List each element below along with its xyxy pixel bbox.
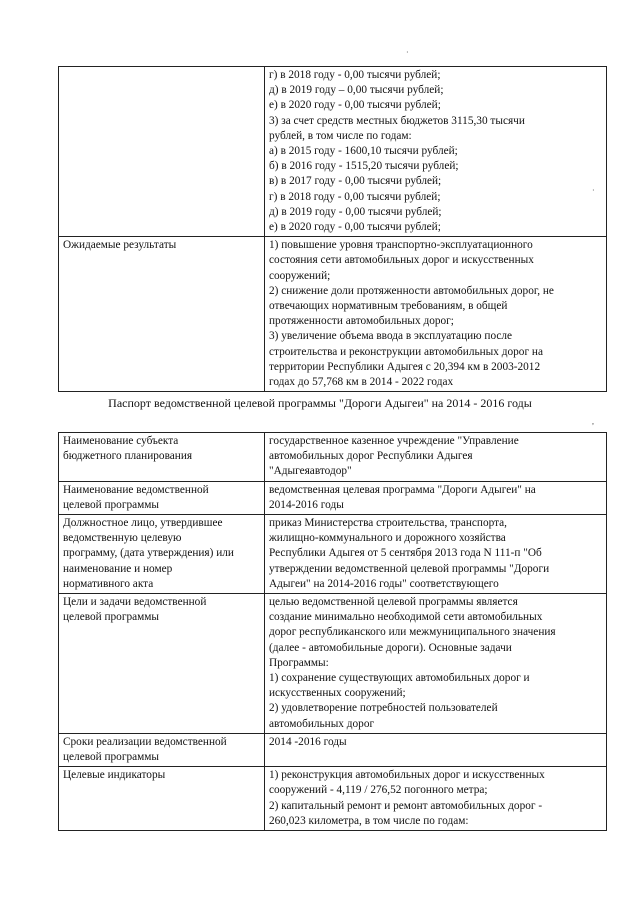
scan-mark: · [592, 186, 595, 195]
table-row [59, 67, 607, 237]
label-line: целевой программы [63, 611, 160, 624]
value-line: г) в 2018 году - 0,00 тысячи рублей; [269, 69, 441, 81]
value-line: утверждении ведомственной целевой программы "Дороги [269, 562, 550, 575]
passport-caption: Паспорт ведомственной целевой программы "Дороги Адыгеи" на 2014 - 2016 годы [108, 396, 532, 410]
value-line: целью ведомственной целевой программы является [269, 596, 518, 609]
label-line: наименование и номер [63, 562, 173, 575]
value-line: г) в 2018 году - 0,00 тысячи рублей; [269, 190, 441, 203]
row-label-cell [59, 481, 265, 514]
table-body [59, 67, 607, 392]
table-body [59, 433, 607, 831]
value-line: территории Республики Адыгея с 20,394 км в 2003-2012 [269, 360, 541, 373]
value-line: приказ Министерства строительства, транспорта, [269, 517, 508, 530]
value-line: "Адыгеяавтодор" [269, 465, 352, 478]
row-value-cell [265, 481, 607, 514]
value-line: 1) повышение уровня транспортно-эксплуатационного [269, 239, 533, 252]
value-line: автомобильных дорог [269, 717, 375, 730]
row-label-cell [59, 237, 265, 392]
row-value-cell [265, 515, 607, 594]
value-line: отвечающих нормативным требованиям, в общей [269, 300, 508, 313]
label-line: Сроки реализации ведомственной [63, 735, 227, 748]
value-line: е) в 2020 году - 0,00 тысячи рублей; [269, 99, 441, 112]
value-line: Адыгеи" на 2014-2016 годы" соответствующего [269, 577, 499, 590]
row-value-cell [265, 433, 607, 482]
value-line: 2014-2016 годы [269, 498, 344, 511]
value-line: строительства и реконструкции автомобильных дорог на [269, 345, 543, 358]
value-line: жилищно-коммунального и дорожного хозяйства [269, 532, 506, 545]
row-value-cell [265, 733, 607, 766]
value-line: б) в 2016 году - 1515,20 тысячи рублей; [269, 160, 459, 173]
table-row [59, 767, 607, 831]
row-value-cell [265, 594, 607, 734]
label-line: нормативного акта [63, 577, 154, 590]
value-line: 3) увеличение объема ввода в эксплуатацию после [269, 330, 513, 343]
table-row [59, 733, 607, 766]
value-line: 2) удовлетворение потребностей пользователей [269, 702, 498, 715]
table-row [59, 481, 607, 514]
table-program-passport [58, 432, 607, 831]
label-line: Должностное лицо, утвердившее [63, 517, 223, 530]
label-line: Цели и задачи ведомственной [63, 596, 207, 609]
row-label-cell [59, 767, 265, 831]
label-line: бюджетного планирования [63, 450, 193, 463]
label-line: Целевые индикаторы [63, 769, 166, 782]
row-value-cell [265, 767, 607, 831]
value-line: государственное казенное учреждение "Управление [269, 435, 519, 447]
value-line: а) в 2015 году - 1600,10 тысячи рублей; [269, 145, 458, 158]
label-line: Ожидаемые результаты [63, 239, 177, 252]
value-line: искусственных сооружений; [269, 687, 406, 700]
table-row [59, 237, 607, 392]
value-line: д) в 2019 году – 0,00 тысячи рублей; [269, 84, 444, 97]
value-line: (далее - автомобильные дороги). Основные задачи [269, 641, 512, 654]
value-line: дорог республиканского или межмуниципального значения [269, 626, 556, 639]
row-label-cell [59, 515, 265, 594]
label-line: ведомственную целевую [63, 532, 182, 545]
value-line: сооружений; [269, 269, 331, 282]
value-line: создание минимально необходимой сети автомобильных [269, 611, 543, 624]
value-line: 3) за счет средств местных бюджетов 3115,30 тысячи [269, 114, 525, 127]
value-line: ведомственная целевая программа "Дороги Адыгеи" на [269, 483, 536, 496]
label-line: целевой программы [63, 498, 160, 511]
row-label-cell [59, 67, 265, 237]
label-line: программу, (дата утверждения) или [63, 547, 234, 560]
table-row [59, 433, 607, 482]
value-line: 2014 -2016 годы [269, 735, 347, 748]
value-line: 1) реконструкция автомобильных дорог и искусственных [269, 769, 545, 782]
value-line: е) в 2020 году - 0,00 тысячи рублей; [269, 221, 441, 234]
value-line: 2) капитальный ремонт и ремонт автомобильных дорог - [269, 799, 543, 812]
value-line: рублей, в том числе по годам: [269, 129, 412, 142]
scan-mark: · [406, 48, 409, 57]
value-line: автомобильных дорог Республики Адыгея [269, 450, 473, 463]
value-line: 1) сохранение существующих автомобильных дорог и [269, 672, 530, 685]
row-label-cell [59, 733, 265, 766]
value-line: д) в 2019 году - 0,00 тысячи рублей; [269, 205, 442, 218]
value-line: состояния сети автомобильных дорог и искусственных [269, 254, 534, 267]
row-label-cell [59, 433, 265, 482]
table-row [59, 515, 607, 594]
table-financing-results [58, 66, 607, 392]
label-line: Наименование ведомственной [63, 483, 209, 496]
label-line: Наименование субъекта [63, 435, 179, 447]
value-line: 260,023 километра, в том числе по годам: [269, 814, 469, 827]
value-line: годах до 57,768 км в 2014 - 2022 годах [269, 376, 454, 389]
row-label-cell [59, 594, 265, 734]
value-line: Программы: [269, 656, 329, 669]
value-line: Республики Адыгея от 5 сентября 2013 года N 111-п "Об [269, 547, 542, 560]
label-line: целевой программы [63, 751, 160, 764]
value-line: сооружений - 4,119 / 276,52 погонного метра; [269, 784, 488, 797]
table-row [59, 594, 607, 734]
value-line: протяженности автомобильных дорог; [269, 315, 454, 328]
row-value-cell [265, 237, 607, 392]
row-value-cell [265, 67, 607, 237]
value-line: 2) снижение доли протяженности автомобильных дорог, не [269, 284, 554, 297]
value-line: в) в 2017 году - 0,00 тысячи рублей; [269, 175, 442, 188]
scan-mark: , [592, 417, 594, 426]
